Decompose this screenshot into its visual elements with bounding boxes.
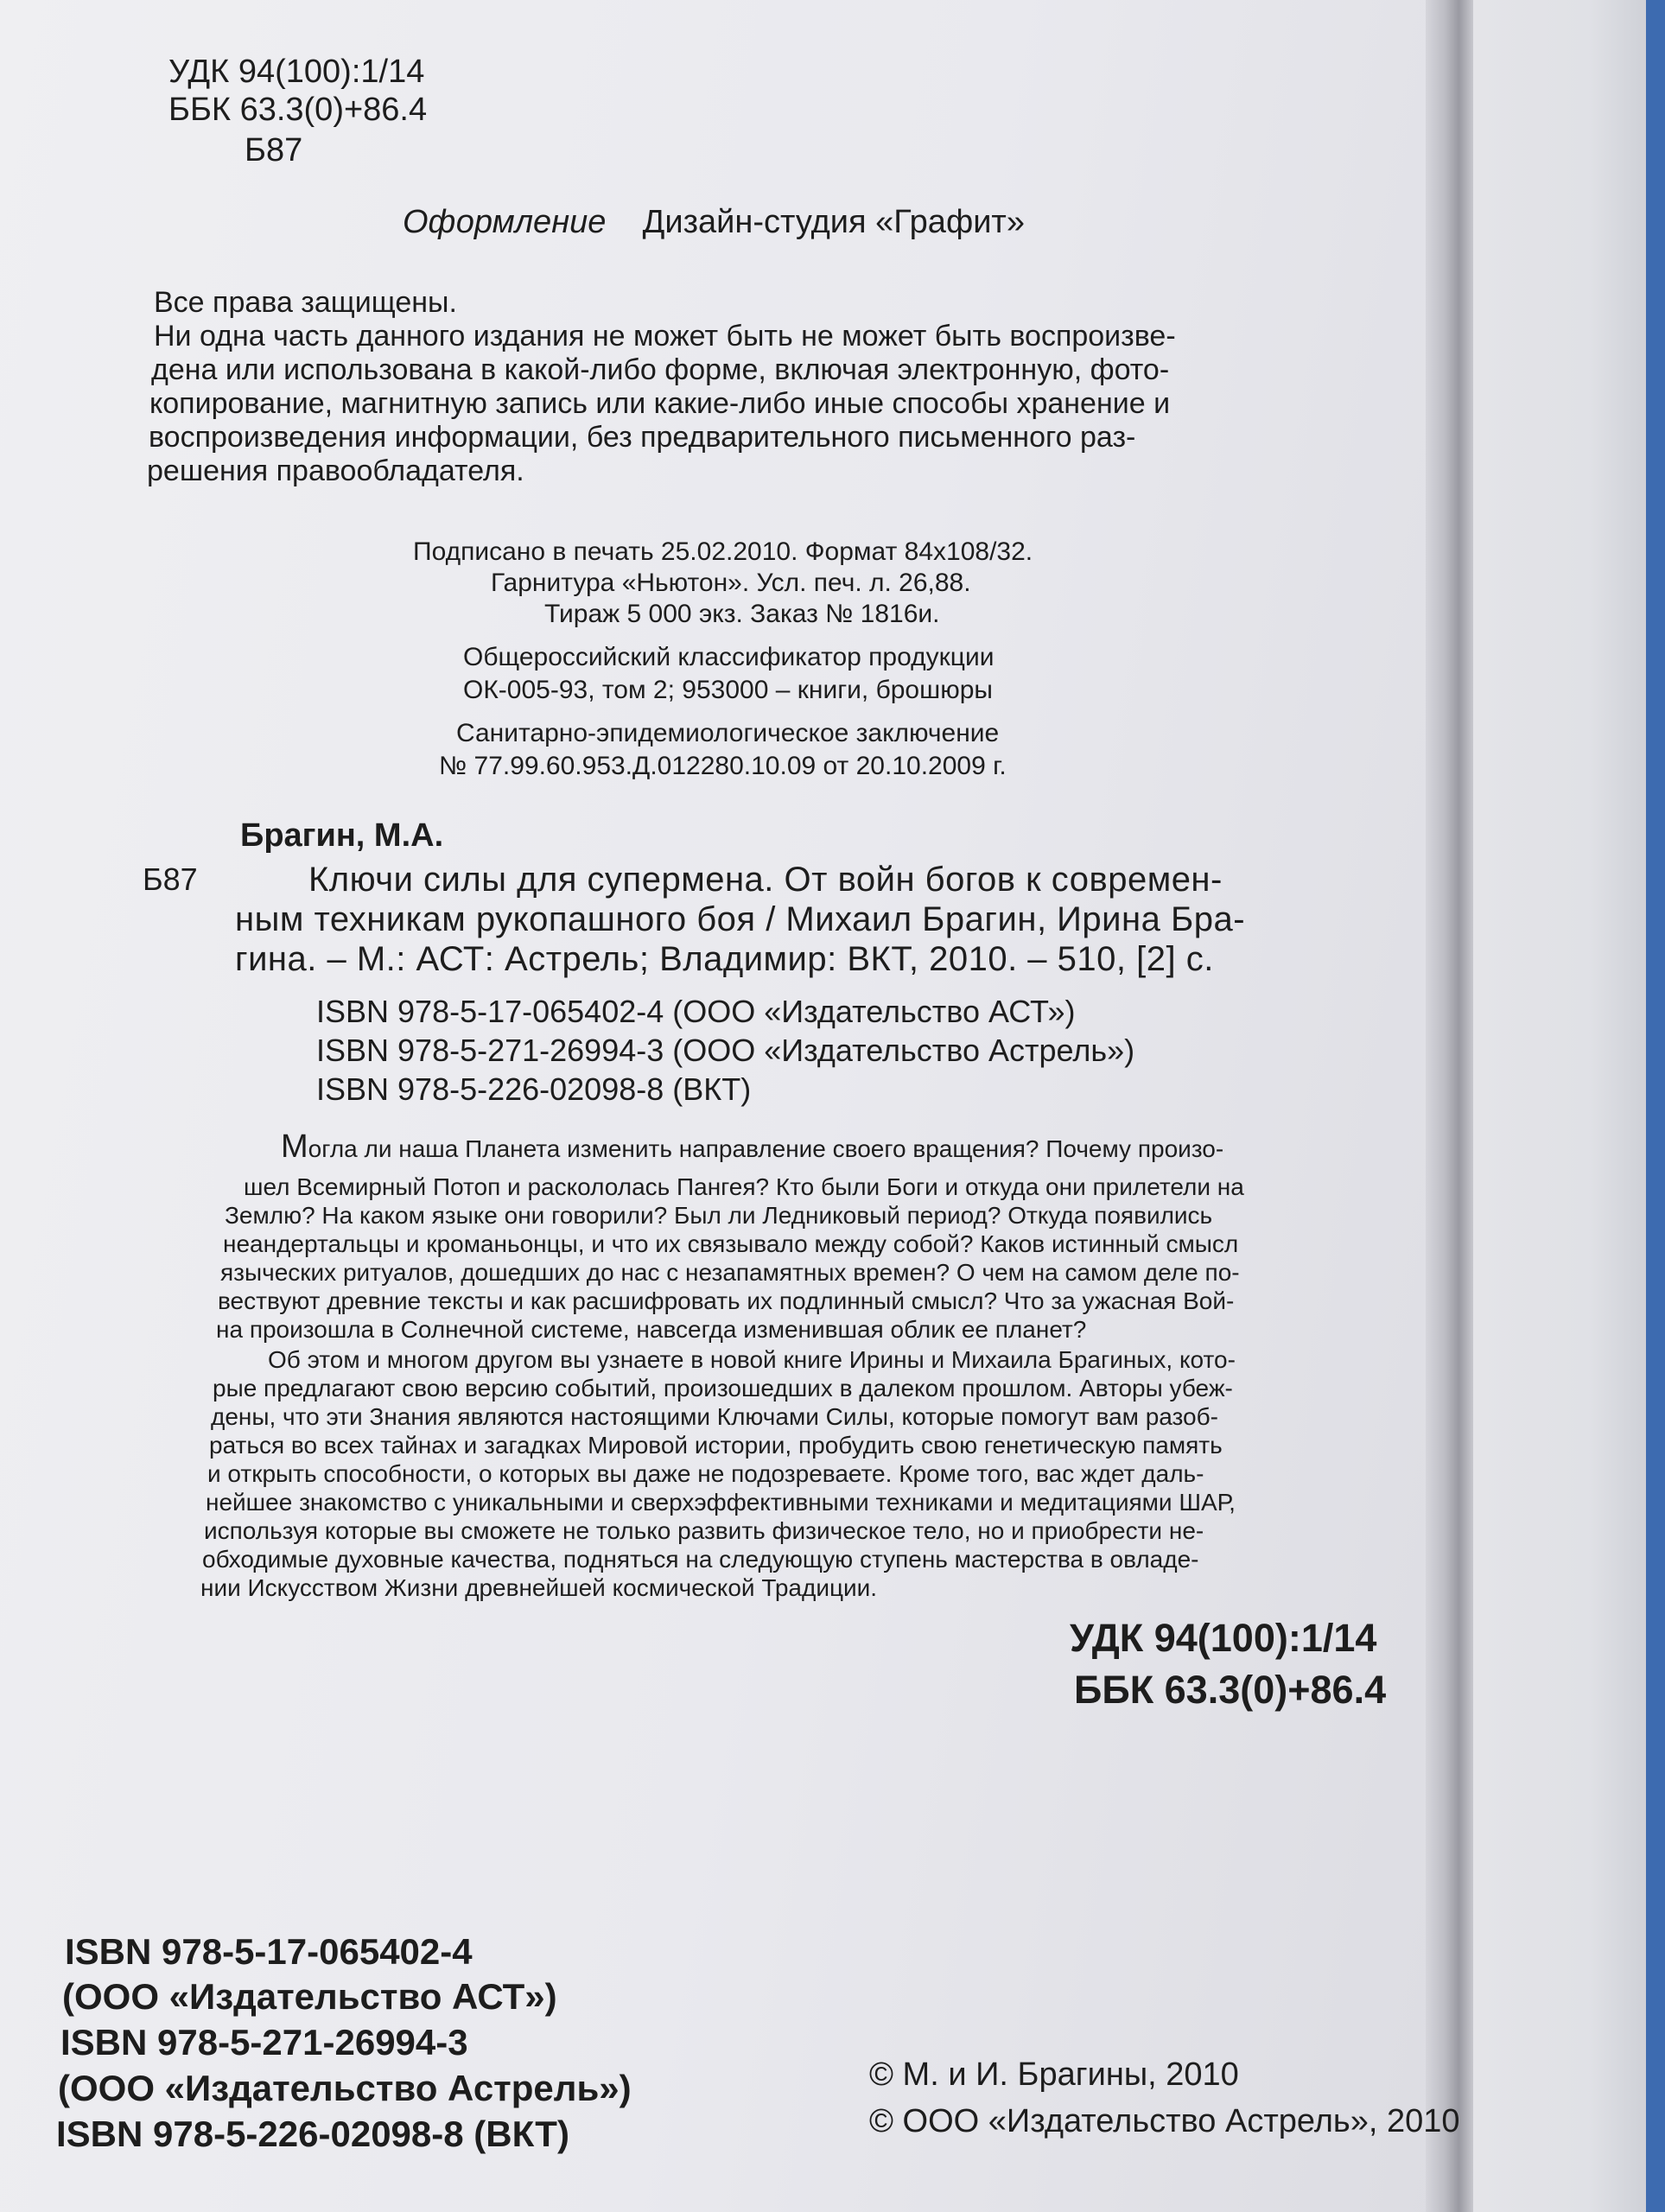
blue-cover-background	[1646, 0, 1665, 2212]
annotation-line: языческих ритуалов, дошедших до нас с незапамятных времен? О чем на самом деле по-	[220, 1259, 1240, 1286]
design-credit	[403, 206, 1025, 238]
annotation-first-line: Могла ли наша Планета изменить направление своего вращения? Почему произо-	[281, 1128, 1224, 1165]
imprint-line: Подписано в печать 25.02.2010. Формат 84х108/32.	[413, 537, 1033, 566]
page-fold-shadow	[1426, 0, 1473, 2212]
imprint-line: № 77.99.60.953.Д.012280.10.09 от 20.10.2009 г.	[439, 752, 1007, 780]
rights-line: копирование, магнитную запись или какие-либо иные способы хранение и	[149, 387, 1171, 420]
annotation-line: обходимые духовные качества, подняться на следующую ступень мастерства в овладе-	[202, 1546, 1199, 1573]
rights-line: решения правообладателя.	[147, 454, 524, 487]
design-studio: Дизайн-студия «Графит»	[642, 204, 1025, 240]
bottom-isbn-line: (ООО «Издательство АСТ»)	[62, 1976, 557, 2017]
annotation-line: неандертальцы и кроманьонцы, и что их связывало между собой? Каков истинный смысл	[223, 1230, 1239, 1257]
catalog-isbn: ISBN 978-5-17-065402-4 (ООО «Издательство АСТ»)	[316, 994, 1076, 1029]
bottom-udk-code: УДК 94(100):1/14	[1070, 1616, 1377, 1660]
bottom-isbn-line: (ООО «Издательство Астрель»)	[58, 2068, 632, 2108]
udk-code: УДК 94(100):1/14	[168, 54, 425, 90]
catalog-title-line: Ключи силы для супермена. От войн богов к современ-	[308, 861, 1223, 899]
imprint-line: Тираж 5 000 экз. Заказ № 1816и.	[544, 600, 940, 628]
imprint-line: ОК-005-93, том 2; 953000 – книги, брошюры	[463, 676, 993, 704]
rights-line: Ни одна часть данного издания не может быть не может быть воспроизве-	[154, 320, 1176, 353]
annotation-line: дены, что эти Знания являются настоящими Ключами Силы, которые помогут вам разоб-	[211, 1403, 1218, 1430]
annotation-line: и открыть способности, о которых вы даже не подозреваете. Кроме того, вас ждет даль-	[207, 1460, 1204, 1487]
bottom-isbn-line: ISBN 978-5-226-02098-8 (ВКТ)	[56, 2113, 569, 2154]
bbk-code: ББК 63.3(0)+86.4	[168, 92, 428, 128]
imprint-line: Общероссийский классификатор продукции	[463, 643, 995, 671]
annotation-line: используя которые вы сможете не только развить физическое тело, но и приобрести не-	[204, 1517, 1204, 1544]
annotation-line: нии Искусством Жизни древнейшей космической Традиции.	[200, 1574, 878, 1601]
copyright-line: © ООО «Издательство Астрель», 2010	[869, 2103, 1460, 2139]
bottom-isbn-line: ISBN 978-5-271-26994-3	[60, 2022, 468, 2063]
annotation-line: шел Всемирный Потоп и раскололась Пангея? Кто были Боги и откуда они прилетели на	[244, 1173, 1244, 1200]
annotation-line: на произошла в Солнечной системе, навсегда изменившая облик ее планет?	[216, 1316, 1087, 1343]
author-cipher: Б87	[245, 132, 303, 168]
annotation-line: нейшее знакомство с уникальными и сверхэффективными техниками и медитациями ШАР,	[206, 1489, 1236, 1516]
annotation-line: рые предлагают свою версию событий, произошедших в далеком прошлом. Авторы убеж-	[213, 1375, 1233, 1402]
catalog-title-line: гина. – М.: АСТ: Астрель; Владимир: ВКТ, 2010. – 510, [2] с.	[235, 940, 1214, 978]
annotation-line: раться во всех тайнах и загадках Мировой истории, пробудить свою генетическую память	[209, 1432, 1223, 1459]
rights-line: дена или использована в какой-либо форме, включая электронную, фото-	[151, 353, 1170, 386]
annotation-line: вествуют древние тексты и как расшифровать их подлинный смысл? Что за ужасная Вой-	[218, 1287, 1235, 1314]
catalog-isbn: ISBN 978-5-271-26994-3 (ООО «Издательство Астрель»)	[316, 1033, 1135, 1068]
bottom-bbk-code: ББК 63.3(0)+86.4	[1074, 1668, 1387, 1712]
catalog-author: Брагин, М.А.	[240, 817, 444, 854]
copyright-line: © М. и И. Брагины, 2010	[869, 2056, 1239, 2093]
catalog-cipher: Б87	[143, 861, 198, 897]
next-page-edge	[1473, 0, 1665, 2212]
catalog-title-line: ным техникам рукопашного боя / Михаил Брагин, Ирина Бра-	[235, 900, 1246, 938]
rights-line: воспроизведения информации, без предварительного письменного раз-	[149, 421, 1136, 454]
bottom-isbn-line: ISBN 978-5-17-065402-4	[65, 1931, 473, 1972]
design-label: Оформление	[403, 204, 607, 240]
imprint-line: Гарнитура «Ньютон». Усл. печ. л. 26,88.	[491, 569, 971, 597]
annotation-drop-letter: М	[281, 1128, 308, 1165]
annotation-line: Землю? На каком языке они говорили? Был ли Ледниковый период? Откуда появились	[225, 1202, 1213, 1229]
catalog-isbn: ISBN 978-5-226-02098-8 (ВКТ)	[316, 1071, 752, 1107]
rights-line: Все права защищены.	[154, 286, 457, 319]
annotation-line: Об этом и многом другом вы узнаете в новой книге Ирины и Михаила Брагиных, кото-	[268, 1346, 1236, 1373]
imprint-line: Санитарно-эпидемиологическое заключение	[456, 719, 1000, 747]
